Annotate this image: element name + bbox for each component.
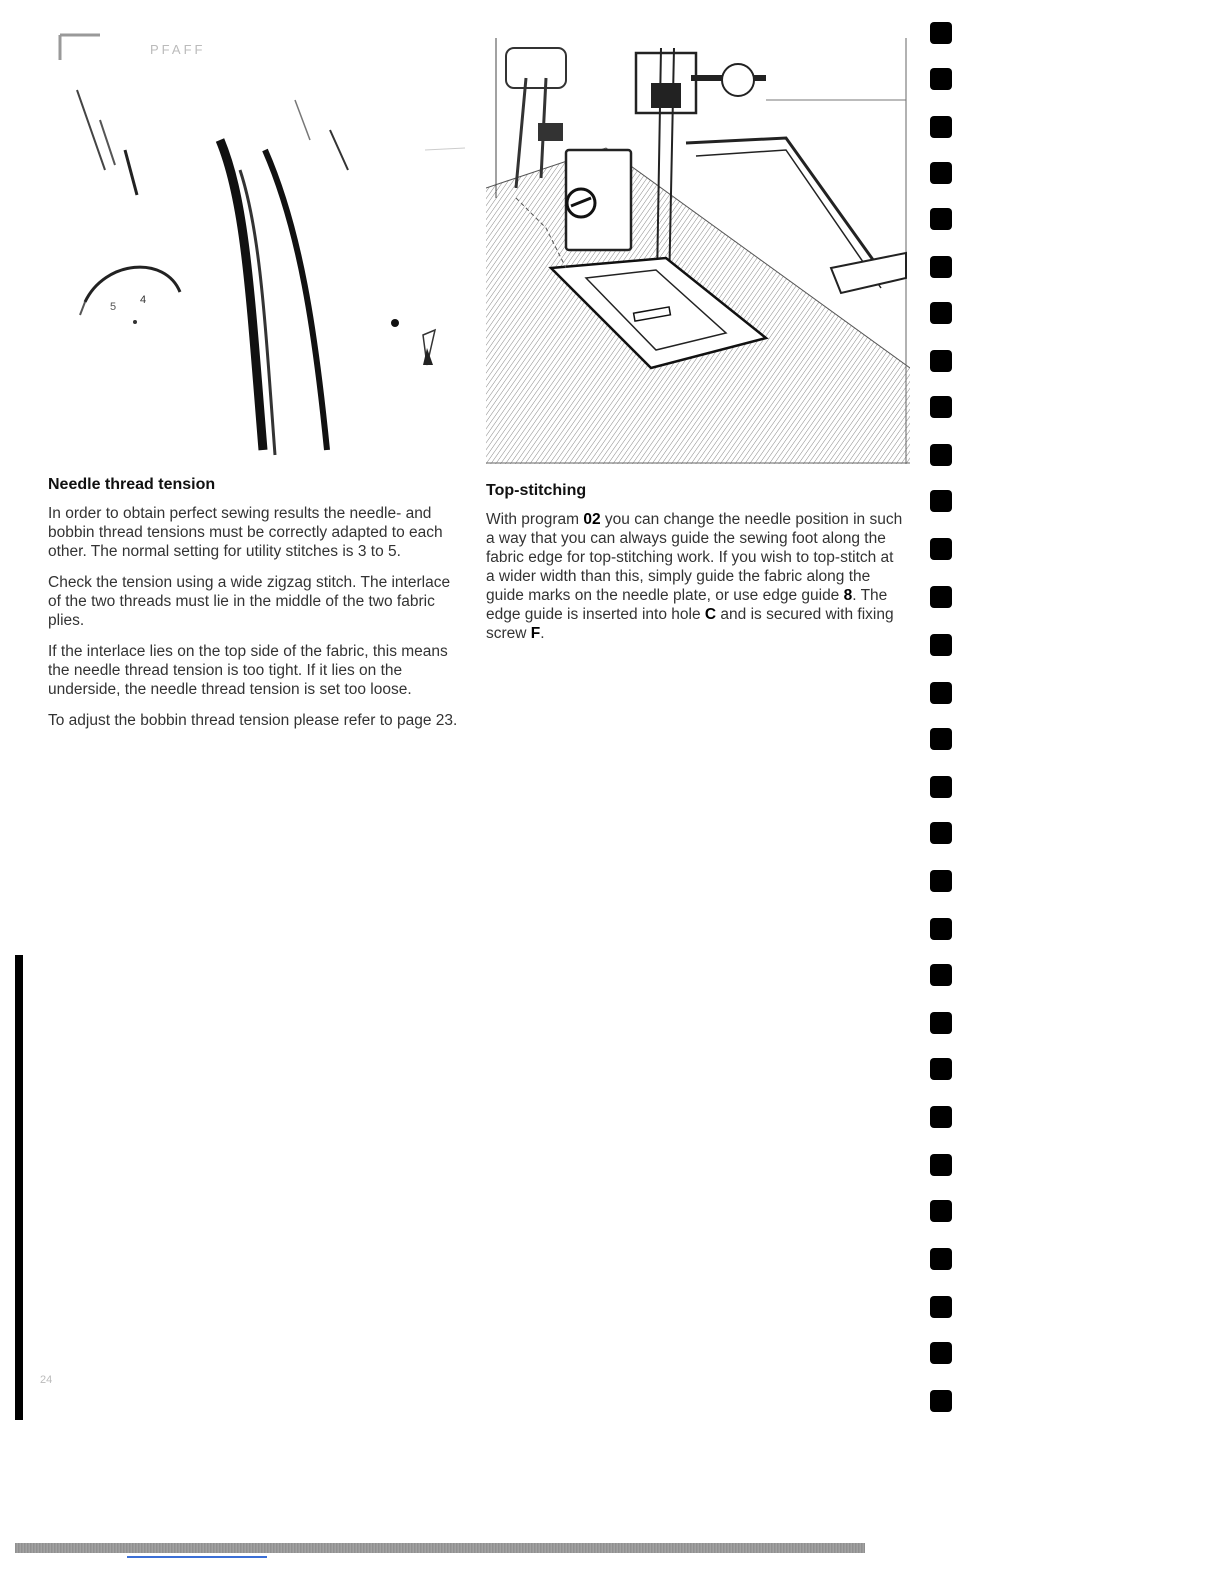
binding-hole xyxy=(930,444,952,466)
binding-hole xyxy=(930,22,952,44)
binding-hole xyxy=(930,822,952,844)
binding-hole xyxy=(930,964,952,986)
binding-hole xyxy=(930,1390,952,1412)
binding-hole xyxy=(930,634,952,656)
program-number: 02 xyxy=(583,511,601,528)
paragraph: With program 02 you can change the needle position in such a way that you can always guide the sewing foot along the fabric edge for top-stitching work. If you wish to top-stitch at a wider width than this, simply guide the fabric along the guide marks on the needle plate, or use edge guide 8. The edge guide is inserted into hole C and is secured with fixing screw F. xyxy=(486,511,903,642)
hole-letter: C xyxy=(704,606,717,623)
binding-hole xyxy=(930,208,952,230)
binding-hole xyxy=(930,68,952,90)
section-title: Top-stitching xyxy=(486,482,587,499)
paragraph: If the interlace lies on the top side of the fabric, this means the needle thread tension is too tight. If it lies on the underside, the needle thread tension is set too loose. xyxy=(48,643,448,698)
dial-number-4: 4 xyxy=(140,294,147,306)
screw-letter: F xyxy=(530,625,541,642)
binding-hole xyxy=(930,116,952,138)
binding-hole xyxy=(930,586,952,608)
binding-hole xyxy=(930,1012,952,1034)
paragraph: Check the tension using a wide zigzag stitch. The interlace of the two threads must lie in the middle of the two fabric plies. xyxy=(48,574,451,629)
page-number: 24 xyxy=(40,1374,53,1386)
binding-hole xyxy=(930,918,952,940)
binding-hole xyxy=(930,1106,952,1128)
binding-hole xyxy=(930,1296,952,1318)
edge-guide-number: 8 xyxy=(843,587,853,604)
binding-hole xyxy=(930,350,952,372)
binding-hole xyxy=(930,302,952,324)
scan-edge-bar xyxy=(15,955,23,1420)
binding-hole xyxy=(930,162,952,184)
paragraph: To adjust the bobbin thread tension please refer to page 23. xyxy=(48,712,458,729)
section-title: Needle thread tension xyxy=(48,476,216,493)
binding-hole xyxy=(930,1200,952,1222)
paragraph: In order to obtain perfect sewing results the needle- and bobbin thread tensions must be correctly adapted to each other. The normal setting for utility stitches is 3 to 5. xyxy=(48,505,443,560)
binding-hole xyxy=(930,1248,952,1270)
binding-hole xyxy=(930,870,952,892)
binding-hole xyxy=(930,1342,952,1364)
brand-label: PFAFF xyxy=(150,42,206,57)
scan-artifact-strip xyxy=(15,1543,865,1553)
binding-hole xyxy=(930,776,952,798)
binding-hole xyxy=(930,1154,952,1176)
edge-guide-illustration xyxy=(486,38,910,464)
binding-hole xyxy=(930,256,952,278)
dial-number-5: 5 xyxy=(110,301,117,313)
top-stitching-section xyxy=(486,482,906,655)
link-underline xyxy=(127,1556,267,1558)
binding-hole xyxy=(930,490,952,512)
binding-hole xyxy=(930,396,952,418)
binding-hole xyxy=(930,1058,952,1080)
needle-thread-tension-section xyxy=(48,476,462,742)
binding-hole xyxy=(930,682,952,704)
tension-dial-illustration xyxy=(55,30,465,460)
binding-hole xyxy=(930,538,952,560)
binding-hole xyxy=(930,728,952,750)
